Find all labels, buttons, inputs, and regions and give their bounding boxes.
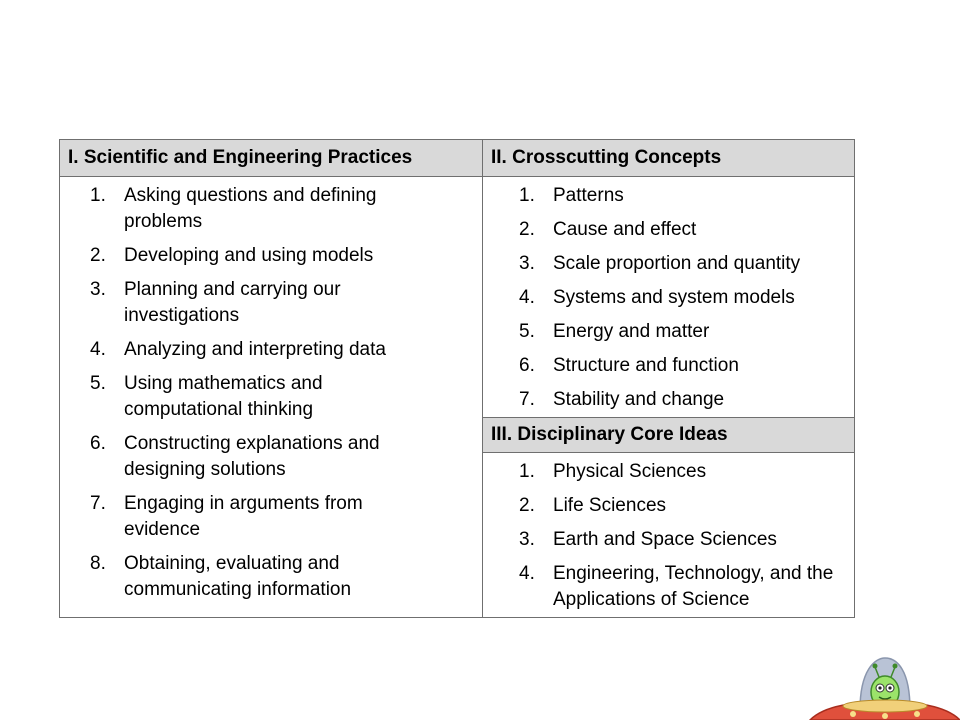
list-item: [90, 491, 440, 543]
crosscutting-header: II. Crosscutting Concepts: [483, 140, 854, 177]
list-item: [519, 527, 849, 553]
item-number: 6.: [519, 355, 535, 376]
core-ideas-list: [519, 459, 849, 621]
practices-list: [90, 183, 440, 611]
item-text: Systems and system models: [553, 287, 795, 308]
item-number: 3.: [519, 253, 535, 274]
item-number: 2.: [519, 219, 535, 240]
framework-table: [59, 139, 855, 618]
list-item: [90, 243, 440, 269]
list-item: [519, 251, 849, 277]
item-number: 1.: [519, 185, 535, 206]
item-text: Cause and effect: [553, 219, 697, 240]
item-number: 5.: [90, 373, 106, 394]
item-number: 7.: [519, 389, 535, 410]
column-divider: [482, 140, 483, 617]
list-item: [90, 551, 440, 603]
item-number: 1.: [519, 461, 535, 482]
list-item: [90, 183, 440, 235]
list-item: [90, 277, 440, 329]
list-item: [90, 337, 440, 363]
item-text: Obtaining, evaluating and communicating information: [124, 553, 352, 600]
core-ideas-header: III. Disciplinary Core Ideas: [483, 417, 854, 453]
item-text: Using mathematics and computational thinking: [124, 373, 323, 420]
item-text: Stability and change: [553, 389, 725, 410]
alien-in-ufo-icon: [805, 650, 960, 720]
list-item: [519, 183, 849, 209]
item-text: Developing and using models: [124, 245, 374, 266]
item-number: 4.: [519, 287, 535, 308]
item-number: 1.: [90, 185, 106, 206]
item-text: Asking questions and defining problems: [124, 185, 377, 232]
list-item: [519, 285, 849, 311]
item-number: 2.: [519, 495, 535, 516]
list-item: [519, 353, 849, 379]
item-number: 4.: [519, 563, 535, 584]
item-text: Engaging in arguments from evidence: [124, 493, 363, 540]
list-item: [519, 217, 849, 243]
list-item: [519, 387, 849, 413]
practices-header: I. Scientific and Engineering Practices: [60, 140, 482, 177]
item-text: Structure and function: [553, 355, 739, 376]
item-number: 6.: [90, 433, 106, 454]
item-text: Analyzing and interpreting data: [124, 339, 386, 360]
item-text: Engineering, Technology, and the Applications of Science: [553, 563, 834, 610]
list-item: [519, 319, 849, 345]
item-text: Planning and carrying our investigations: [124, 279, 341, 326]
item-number: 7.: [90, 493, 106, 514]
item-text: Constructing explanations and designing solutions: [124, 433, 380, 480]
item-number: 8.: [90, 553, 106, 574]
item-number: 3.: [519, 529, 535, 550]
list-item: [90, 431, 440, 483]
item-number: 2.: [90, 245, 106, 266]
item-text: Energy and matter: [553, 321, 710, 342]
item-number: 3.: [90, 279, 106, 300]
item-number: 5.: [519, 321, 535, 342]
crosscutting-list: [519, 183, 849, 421]
list-item: [519, 459, 849, 485]
list-item: [90, 371, 440, 423]
list-item: [519, 493, 849, 519]
item-text: Patterns: [553, 185, 624, 206]
list-item: [519, 561, 849, 613]
item-text: Life Sciences: [553, 495, 667, 516]
item-text: Physical Sciences: [553, 461, 707, 482]
item-number: 4.: [90, 339, 106, 360]
item-text: Scale proportion and quantity: [553, 253, 801, 274]
item-text: Earth and Space Sciences: [553, 529, 777, 550]
